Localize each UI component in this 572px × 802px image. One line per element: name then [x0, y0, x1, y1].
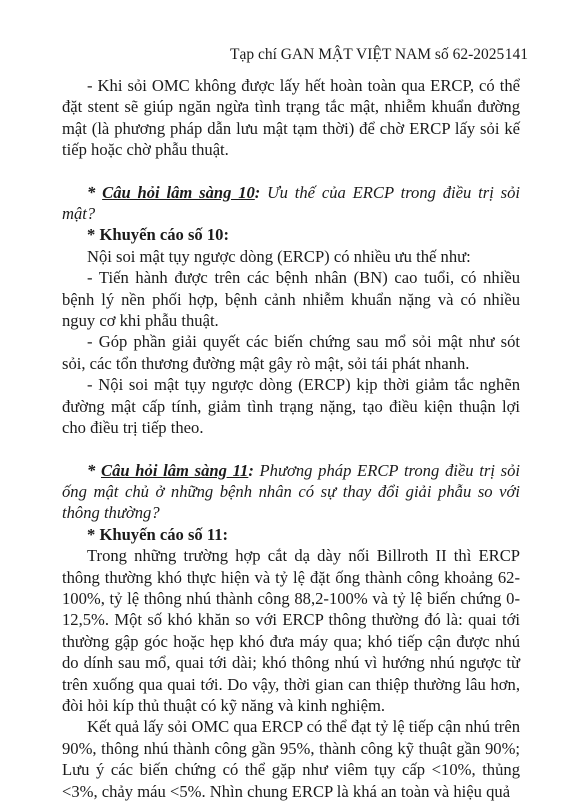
running-header [230, 44, 530, 66]
recommendation-11-heading: * Khuyến cáo số 11: [87, 524, 229, 544]
recommendation-11-paragraph: Kết quả lấy sỏi OMC qua ERCP có thể đạt tỷ lệ tiếp cận nhú trên 90%, thông nhú thành công gần 95%, thành công kỹ thuật gần 90%; Lưu ý các biến chứng có thể gặp như viêm tụy cấp <10%, thủng <3%, chảy máu <5%. Nhìn chung ERCP là khá an toàn và hiệu quả [62, 717, 520, 801]
section-gap [62, 161, 520, 182]
journal-title: Tạp chí GAN MẬT VIỆT NAM số 62-2025 [230, 46, 505, 63]
recommendation-10-bullet: - Nội soi mật tụy ngược dòng (ERCP) kịp thời giảm tắc nghẽn đường mật cấp tính, giảm tình trạng nặng, tạo điều kiện thuận lợi cho điều trị tiếp theo. [62, 375, 520, 438]
question-text: Phương pháp ERCP trong điều trị sỏi ống mật chủ ở những bệnh nhân có sự thay đổi giải phẫu so với thông thường? [62, 460, 520, 523]
recommendation-10-bullet: - Góp phần giải quyết các biến chứng sau mổ sỏi mật như sót sỏi, các tổn thương đường mật gây rò mật, sỏi tái phát nhanh. [62, 332, 520, 373]
clinical-question-10 [62, 182, 520, 225]
intro-paragraph: - Khi sỏi OMC không được lấy hết hoàn toàn qua ERCP, có thể đặt stent sẽ giúp ngăn ngừa tình trạng tắc mật, nhiễm khuẩn đường mật (là phương pháp dẫn lưu mật tạm thời) để chờ ERCP lấy sỏi kế tiếp hoặc chờ phẫu thuật. [62, 76, 520, 160]
question-star: * [87, 460, 101, 480]
page-number: 141 [504, 46, 528, 63]
recommendation-10-heading: * Khuyến cáo số 10: [87, 225, 229, 245]
question-colon: : [254, 182, 261, 202]
question-colon: : [248, 460, 254, 480]
recommendation-11-paragraph: Trong những trường hợp cắt dạ dày nối Billroth II thì ERCP thông thường khó thực hiện và tỷ lệ đặt ống thành công khoảng 62-100%, tỷ lệ thông nhú thành công 88,2-100% và tỷ lệ biến chứng 0-12,5%. Một số khó khăn so với ERCP thông thường đó là: quai tới thường gập góc hoặc hẹp khó đưa máy qua; khó tiếp cận được nhú do dính sau mổ, quai tới dài; khó thông nhú vì hướng nhú ngược từ trên xuống qua quai tới. Do vậy, thời gian can thiệp thường lâu hơn, đòi hỏi kíp thủ thuật có kỹ năng và kinh nghiệm. [62, 546, 520, 715]
question-text: Ưu thế của ERCP trong điều trị sỏi mật? [62, 182, 521, 224]
question-label: Câu hỏi lâm sàng 10 [102, 182, 255, 202]
section-gap [62, 439, 520, 460]
question-label: Câu hỏi lâm sàng 11 [101, 460, 249, 480]
question-star: * [87, 182, 103, 202]
recommendation-10-bullet: - Tiến hành được trên các bệnh nhân (BN) cao tuổi, có nhiều bệnh lý nền phối hợp, bệnh cảnh nhiễm khuẩn nặng và có nhiều nguy cơ khi phẫu thuật. [62, 268, 520, 331]
page-body [62, 75, 520, 802]
clinical-question-11 [62, 460, 520, 524]
recommendation-10-lead: Nội soi mật tụy ngược dòng (ERCP) có nhiều ưu thế như: [87, 246, 471, 266]
